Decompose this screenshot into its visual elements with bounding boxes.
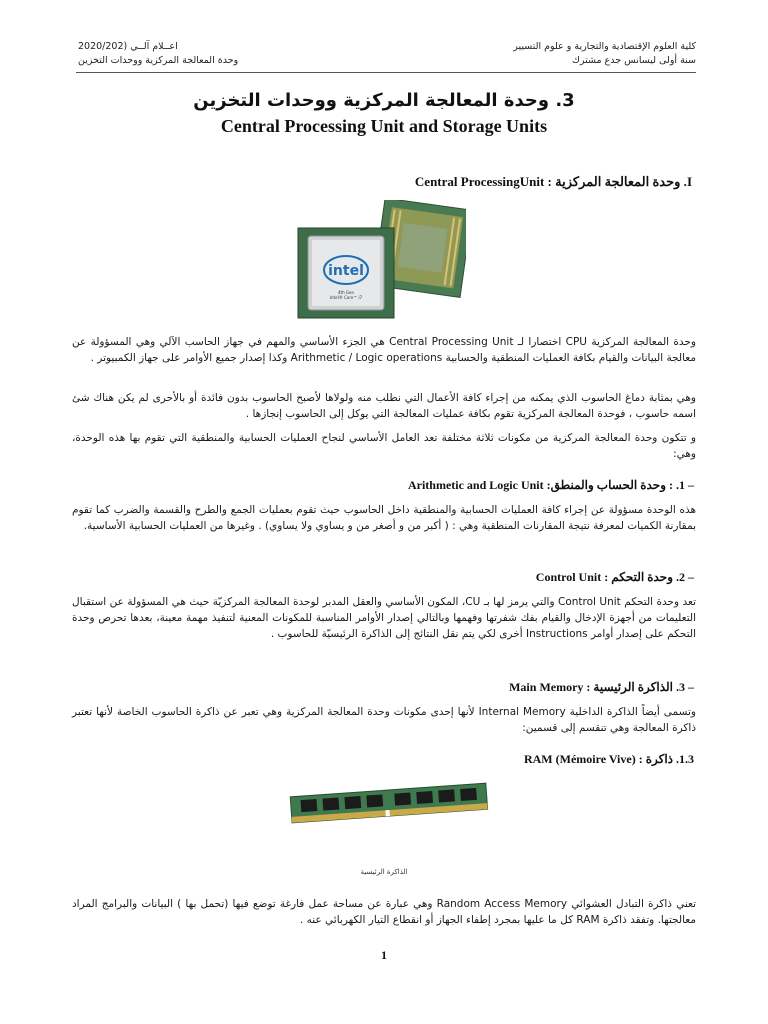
subheading-ram: 1.3. ذاكرة : RAM (Mémoire Vive) bbox=[523, 752, 694, 766]
ram-caption: الذاكرة الرئيسية bbox=[360, 868, 408, 876]
paragraph-cpu-components: و تتكون وحدة المعالجة المركزية من مكونات ثلاثة مختلفة تعد العامل الأساسي لنجاح العمليات الحسابية والمنطقية التي تقوم بها هذه الوحدة، وهي: bbox=[72, 432, 696, 460]
cpu-gen-text: 4th Gen bbox=[337, 290, 355, 295]
section-cpu-heading: I. وحدة المعالجة المركزية : Central ProcessingUnit bbox=[414, 174, 692, 189]
paragraph-main-memory: وتسمى أيضاً الذاكرة الداخلية Internal Memory لأنها إحدى مكونات وحدة المعالجة المركزية وهي تعبر عن ذاكرة الحاسوب الخاصة لأنها تعتبر ذاكرة المعالجة وهي تنقسم إلى قسمين: bbox=[72, 706, 696, 734]
header-year: سنة أولى ليسانس جدع مشترك bbox=[572, 55, 696, 66]
title-english: Central Processing Unit and Storage Units bbox=[220, 116, 548, 136]
cpu-brand-text: intel bbox=[328, 263, 364, 279]
ram-module-image bbox=[287, 780, 491, 828]
header-faculty: كلية العلوم الإقتصادية والتجارية و علوم التسيير bbox=[513, 41, 696, 52]
cpu-chip-image bbox=[296, 200, 466, 322]
header-course: اعــلام آلــي (2020/202 bbox=[78, 41, 178, 52]
header-right bbox=[513, 40, 696, 68]
paragraph-alu: هذه الوحدة مسؤولة عن إجراء كافة العمليات الحسابية والمنطقية داخل الحاسوب حيث تقوم بعمليات الجمع والطرح والقسمة والضرب كما تقوم بمقارنة الكميات لمعرفة نتيجة المقارنات المنطقية وهي : ( أكبر من و أصغر من و يساوي ولا يساوي) . وغيرها من العمليات الحسابية الأساسية. bbox=[72, 504, 696, 532]
subheading-main-memory: – 3. الذاكرة الرئيسية : Main Memory bbox=[509, 680, 694, 694]
paragraph-control-unit: تعد وحدة التحكم Control Unit والتي يرمز لها بـ CU، المكون الأساسي والعقل المدبر لوحدة المعالجة المركزيّة حيث هي المسؤولة عن استقبال التعليمات من أجهزة الإدخال والقيام بفك شفرتها وفهمها وبالتالي إصدار الأوامر المناسبة للمكونات المعنية لتنفيذ مهمة معينة، بعدها تحرص وحدة التحكم على إصدار أوامر Instructions أخرى لكي يتم نقل النتائج إلى الذاكرة الرئيسيّة للحاسوب . bbox=[72, 596, 697, 640]
cpu-chip-front bbox=[298, 228, 394, 318]
subheading-control-unit: – 2. وحدة التحكم : Control Unit bbox=[535, 570, 694, 584]
paragraph-cpu-definition: وحدة المعالجة المركزية CPU اختصارا لـ Central Processing Unit هي الجزء الأساسي والمهم في جهاز الحاسب الآلي وهي المسؤولة عن معالجة البيانات والقيام بكافة العمليات المنطقية والحسابية Arithmetic / Logic operations وكذا إصدار جميع الأوامر على جهاز الكمبيوتر . bbox=[72, 336, 696, 364]
cpu-model-text: Intel® Core™ i7 bbox=[329, 295, 363, 300]
paragraph-ram: تعني ذاكرة التبادل العشوائي Random Access Memory وهي عبارة عن مساحة عمل فارغة توضع فيها (تحمل بها ) البيانات والبرامج المراد معالجتها. وتفقد ذاكرة RAM كل ما عليها بمجرد إطفاء الجهاز أو انقطاع التيار الكهربائي عنه . bbox=[72, 898, 697, 926]
title-arabic: 3. وحدة المعالجة المركزية ووحدات التخزين bbox=[193, 90, 575, 111]
subheading-alu: – 1. : وحدة الحساب والمنطق: Arithmetic and Logic Unit bbox=[407, 478, 694, 492]
header-left bbox=[78, 40, 238, 68]
header-chapter: وحدة المعالجة المركزية ووحدات التخزين bbox=[78, 55, 239, 66]
page-number: 1 bbox=[381, 948, 387, 962]
paragraph-cpu-brain: وهي بمثابة دماغ الحاسوب الذي يمكنه من إجراء كافة الأعمال التي نطلب منه ولولاها لأصبح الحاسوب بدون فائدة أو بالأحرى لم يكن هناك شئ اسمه حاسوب ، فوحدة المعالجة المركزية تقوم بكافة عمليات المعالجة التي يوكل إلى الحاسوب إنجازها . bbox=[72, 392, 696, 420]
header-divider bbox=[76, 72, 696, 73]
